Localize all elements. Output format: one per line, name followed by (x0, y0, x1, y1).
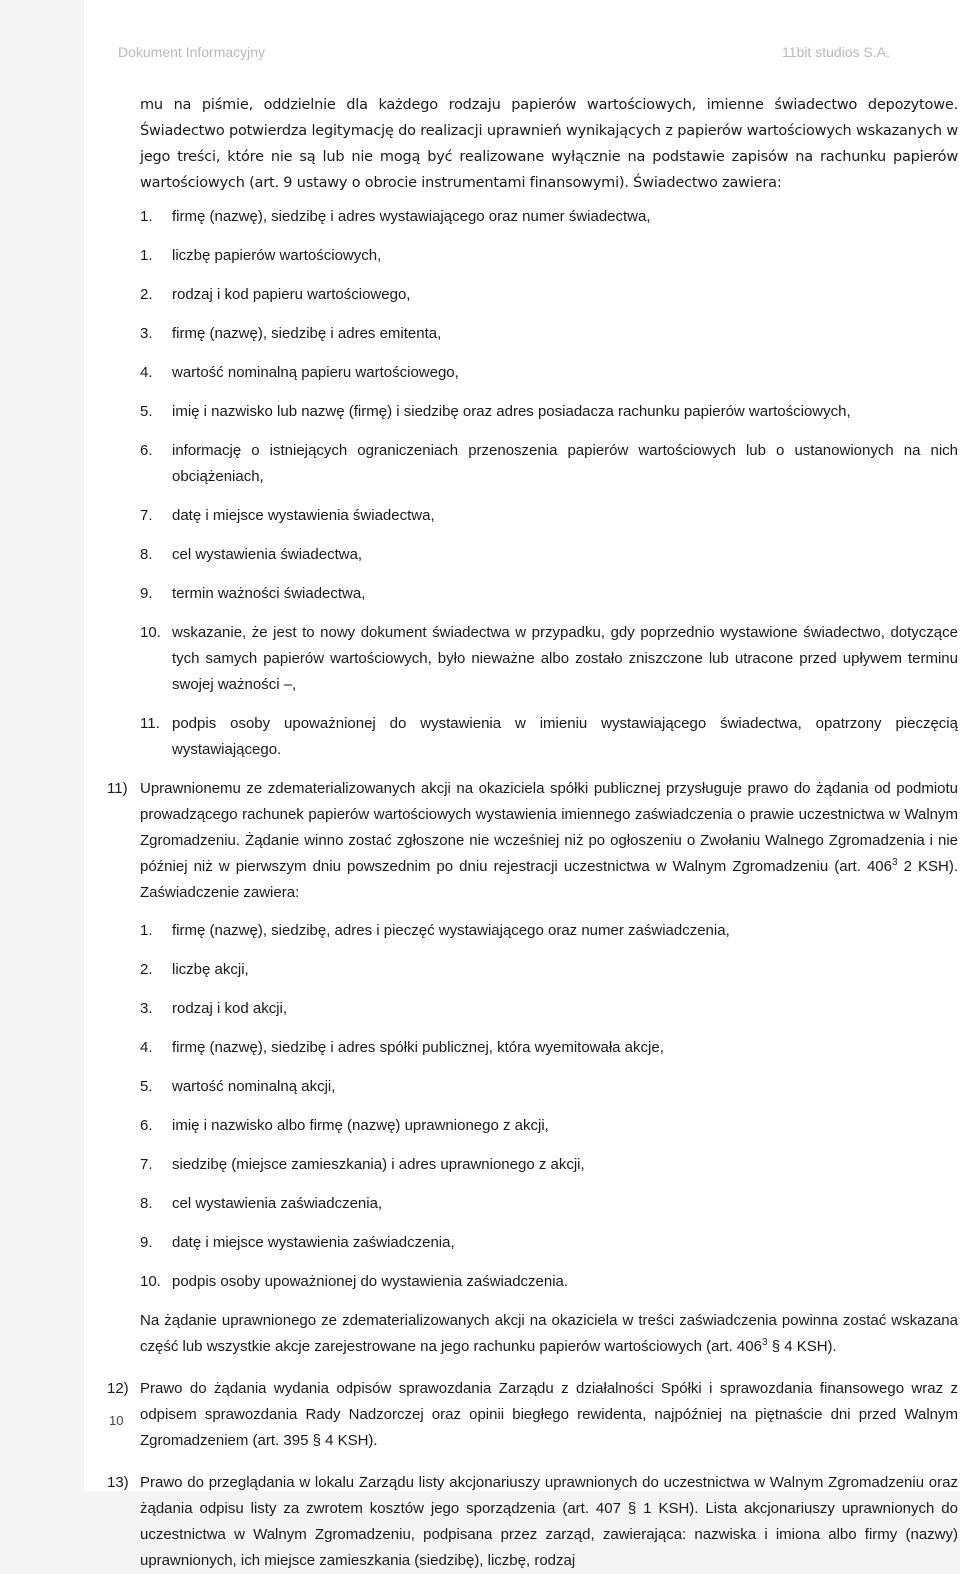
list-item-number: 4. (140, 1039, 153, 1056)
list-item (140, 503, 958, 529)
section-12-text: Prawo do żądania wydania odpisów sprawozdania Zarządu z działalności Spółki i sprawozdania finansowego wraz z odpisem sprawozdania Rady Nadzorczej oraz opinii biegłego rewidenta, najpóźniej na piętnaście dni przed Walnym Zgromadzeniem (art. 395 § 4 KSH). (140, 1380, 958, 1449)
list-item-number: 3. (140, 1000, 153, 1017)
header-company-name: 11bit studios S.A. (782, 44, 890, 60)
list-item (140, 399, 958, 425)
section-number: 13) (107, 1474, 129, 1491)
attestation-contents-list (140, 918, 958, 1295)
list-item (140, 243, 958, 269)
section-11 (107, 776, 959, 1360)
list-item-text: podpis osoby upoważnionej do wystawienia zaświadczenia. (172, 1273, 569, 1290)
list-item (140, 581, 958, 607)
list-item-number: 1. (140, 247, 153, 264)
list-item (140, 204, 958, 230)
list-item-text: firmę (nazwę), siedzibę i adres emitenta, (172, 325, 442, 342)
section-13-text: Prawo do przeglądania w lokalu Zarządu listy akcjonariuszy uprawnionych do uczestnictwa w Walnym Zgromadzeniu oraz żądania odpisu listy za zwrotem kosztów jego sporządzenia (art. 407 § 1 KSH). Lista akcjonariuszy uprawnionych do uczestnictwa w Walnym Zgromadzeniu, podpisana przez zarząd, zawierająca: nazwiska i imiona albo firmy (nazwy) uprawnionych, ich miejsce zamieszkania (siedzibę), liczbę, rodzaj (140, 1474, 958, 1569)
list-item-text: datę i miejsce wystawienia zaświadczenia, (172, 1234, 455, 1251)
list-item-number: 5. (140, 403, 153, 420)
list-item-text: cel wystawienia świadectwa, (172, 546, 363, 563)
list-item (140, 321, 958, 347)
list-item-text: termin ważności świadectwa, (172, 585, 366, 602)
list-item-number: 6. (140, 442, 153, 459)
list-item-number: 8. (140, 546, 153, 563)
list-item-text: imię i nazwisko lub nazwę (firmę) i siedzibę oraz adres posiadacza rachunku papierów wartościowych, (172, 403, 851, 420)
list-item-text: wartość nominalną akcji, (172, 1078, 336, 1095)
list-item-text: informację o istniejących ograniczeniach przenoszenia papierów wartościowych lub o ustanowionych na nich obciążeniach, (172, 442, 958, 485)
list-item (140, 282, 958, 308)
list-item-number: 10. (140, 1273, 161, 1290)
list-item-number: 7. (140, 507, 153, 524)
list-item-number: 11. (140, 715, 160, 732)
list-item-text: cel wystawienia zaświadczenia, (172, 1195, 383, 1212)
list-item (140, 438, 958, 490)
list-item-text: imię i nazwisko albo firmę (nazwę) uprawnionego z akcji, (172, 1117, 549, 1134)
list-item (140, 1113, 958, 1139)
list-item-text: siedzibę (miejsce zamieszkania) i adres uprawnionego z akcji, (172, 1156, 585, 1173)
list-item (140, 1074, 958, 1100)
list-item-number: 4. (140, 364, 153, 381)
list-item (140, 1191, 958, 1217)
list-item (140, 996, 958, 1022)
section-number: 12) (107, 1380, 129, 1397)
list-item (140, 1152, 958, 1178)
list-item-text: firmę (nazwę), siedzibę i adres spółki publicznej, która wyemitowała akcje, (172, 1039, 664, 1056)
list-item-number: 1. (140, 208, 153, 225)
list-item-text: rodzaj i kod akcji, (172, 1000, 288, 1017)
list-item (140, 1035, 958, 1061)
list-item (140, 957, 958, 983)
list-item-number: 7. (140, 1156, 153, 1173)
list-item-text: wskazanie, że jest to nowy dokument świadectwa w przypadku, gdy poprzednio wystawione świadectwo, dotyczące tych samych papierów wartościowych, było nieważne albo zostało zniszczone lub utracone przed upływem terminu swojej ważności –, (172, 624, 958, 693)
section-11-note: Na żądanie uprawnionego ze zdematerializowanych akcji na okaziciela w treści zaświadczenia powinna zostać wskazana część lub wszystkie akcje zarejestrowane na jego rachunku papierów wartościowych (art. $406^3$ § 4 KSH). (140, 1312, 958, 1355)
list-item-text: wartość nominalną papieru wartościowego, (172, 364, 459, 381)
list-item-text: podpis osoby upoważnionej do wystawienia w imieniu wystawiającego świadectwa, opatrzony pieczęcią wystawiającego. (172, 715, 958, 758)
list-item-text: datę i miejsce wystawienia świadectwa, (172, 507, 435, 524)
list-item (140, 1269, 958, 1295)
list-item-number: 8. (140, 1195, 153, 1212)
section-13 (107, 1470, 958, 1574)
certificate-contents-list (140, 204, 958, 763)
page-number: 10 (109, 1413, 124, 1428)
list-item (140, 1230, 958, 1256)
list-item-number: 5. (140, 1078, 153, 1095)
section-number: 11) (107, 780, 128, 797)
page-content (107, 92, 959, 1574)
list-item-number: 6. (140, 1117, 153, 1134)
list-item (140, 711, 958, 763)
list-item-number: 10. (140, 624, 161, 641)
list-item-number: 3. (140, 325, 153, 342)
list-item-number: 1. (140, 922, 153, 939)
intro-paragraph: mu na piśmie, oddzielnie dla każdego rodzaju papierów wartościowych, imienne świadectwo depozytowe. Świadectwo potwierdza legitymację do realizacji uprawnień wynikających z papierów wartościowych wskazanych w jego treści, które nie są lub nie mogą być realizowane wyłącznie na podstawie zapisów na rachunku papierów wartościowych (art. 9 ustawy o obrocie instrumentami finansowymi). Świadectwo zawiera: (140, 97, 958, 191)
list-item-number: 9. (140, 1234, 153, 1251)
list-item-text: firmę (nazwę), siedzibę i adres wystawiającego oraz numer świadectwa, (172, 208, 651, 225)
list-item-text: rodzaj i kod papieru wartościowego, (172, 286, 411, 303)
list-item-number: 2. (140, 286, 153, 303)
list-item-number: 9. (140, 585, 153, 602)
list-item (140, 542, 958, 568)
section-11-text: Uprawnionemu ze zdematerializowanych akcji na okaziciela spółki publicznej przysługuje prawo do żądania od podmiotu prowadzącego rachunek papierów wartościowych wystawienia imiennego zaświadczenia o prawie uczestnictwa w Walnym Zgromadzeniu. Żądanie winno zostać zgłoszone nie wcześniej niż po ogłoszeniu o Zwołaniu Walnego Zgromadzenia i nie później niż w pierwszym dniu powszednim po dniu rejestracji uczestnictwa w Walnym Zgromadzeniu (art. $406^3$ 2 KSH). Zaświadczenie zawiera: (140, 780, 959, 901)
list-item (140, 360, 958, 386)
list-item-number: 2. (140, 961, 153, 978)
list-item (140, 620, 958, 698)
list-item (140, 918, 958, 944)
list-item-text: liczbę akcji, (172, 961, 249, 978)
header-document-title: Dokument Informacyjny (118, 44, 266, 60)
list-item-text: firmę (nazwę), siedzibę, adres i pieczęć wystawiającego oraz numer zaświadczenia, (172, 922, 730, 939)
list-item-text: liczbę papierów wartościowych, (172, 247, 382, 264)
